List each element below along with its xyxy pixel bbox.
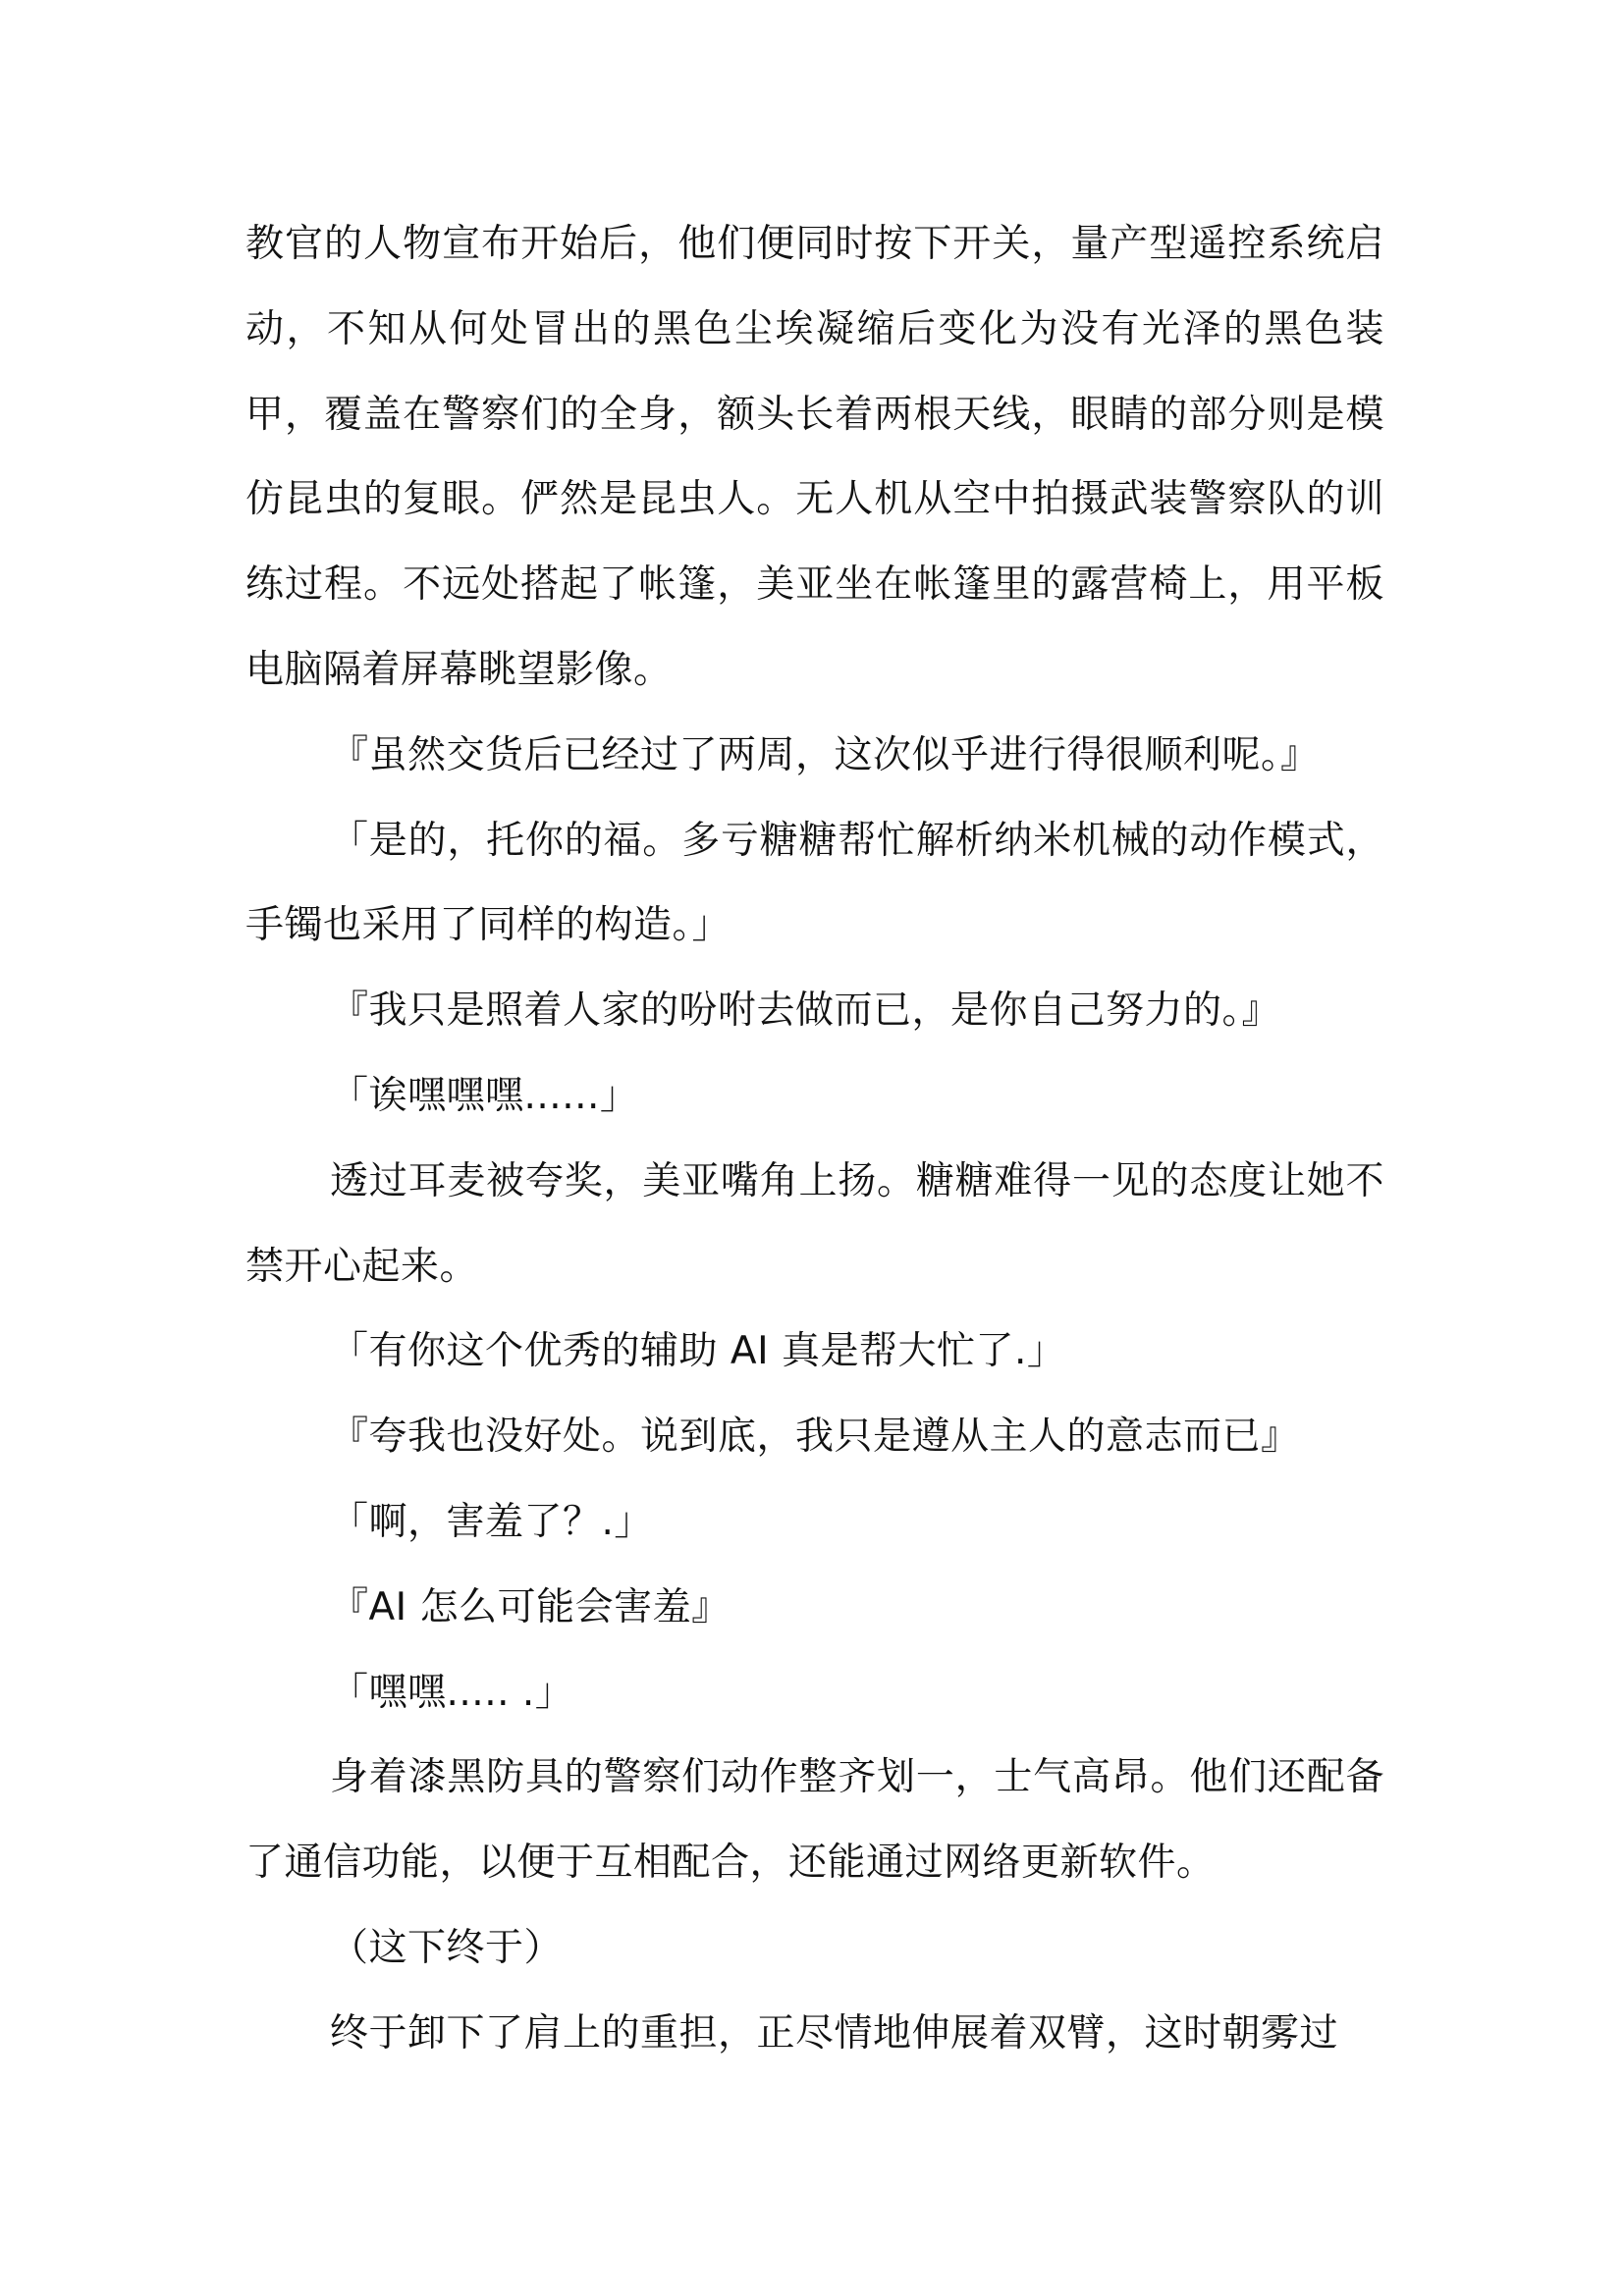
dialogue-line-6: 『夸我也没好处。说到底，我只是遵从主人的意志而已』 bbox=[330, 1415, 1300, 1460]
narration-1: 透过耳麦被夸奖，美亚嘴角上扬。糖糖难得一见的态度让她不禁开心起来。 bbox=[245, 1158, 1384, 1289]
dialogue-line-1: 『虽然交货后已经过了两周，这次似乎进行得很顺利呢。』 bbox=[330, 732, 1320, 777]
dialogue-line-3: 『我只是照着人家的吩咐去做而已，是你自己努力的。』 bbox=[330, 988, 1281, 1034]
narration-2: 身着漆黑防具的警察们动作整齐划一，士气高昂。他们还配备了通信功能，以便于互相配合，还能通过网络更新软件。 bbox=[245, 1755, 1384, 1886]
inner-thought: （这下终于） bbox=[330, 1925, 564, 1970]
dialogue-line-2: 「是的，托你的福。多亏糖糖帮忙解析纳米机械的动作模式，手镯也采用了同样的构造。」 bbox=[245, 818, 1384, 948]
paragraph-1: 教官的人物宣布开始后，他们便同时按下开关，量产型遥控系统启动，不知从何处冒出的黑色尘埃凝缩后变化为没有光泽的黑色装甲，覆盖在警察们的全身，额头长着两根天线，眼睛的部分则是模仿昆虫的复眼。俨然是昆虫人。无人机从空中拍摄武装警察队的训练过程。不远处搭起了帐篷，美亚坐在帐篷里的露营椅上，用平板电脑隔着屏幕眺望影像。 bbox=[245, 222, 1384, 692]
dialogue-line-7: 「啊，害羞了？.」 bbox=[330, 1499, 653, 1544]
narration-3: 终于卸下了肩上的重担，正尽情地伸展着双臂，这时朝雾过 bbox=[330, 2010, 1339, 2056]
dialogue-line-8: 『AI 怎么可能会害羞』 bbox=[330, 1584, 731, 1629]
dialogue-line-5: 「有你这个优秀的辅助 AI 真是帮大忙了.」 bbox=[330, 1329, 1066, 1374]
dialogue-line-4: 「诶嘿嘿嘿......」 bbox=[330, 1073, 639, 1118]
document-page bbox=[245, 202, 1384, 2077]
dialogue-line-9: 「嘿嘿..... .」 bbox=[330, 1670, 574, 1715]
